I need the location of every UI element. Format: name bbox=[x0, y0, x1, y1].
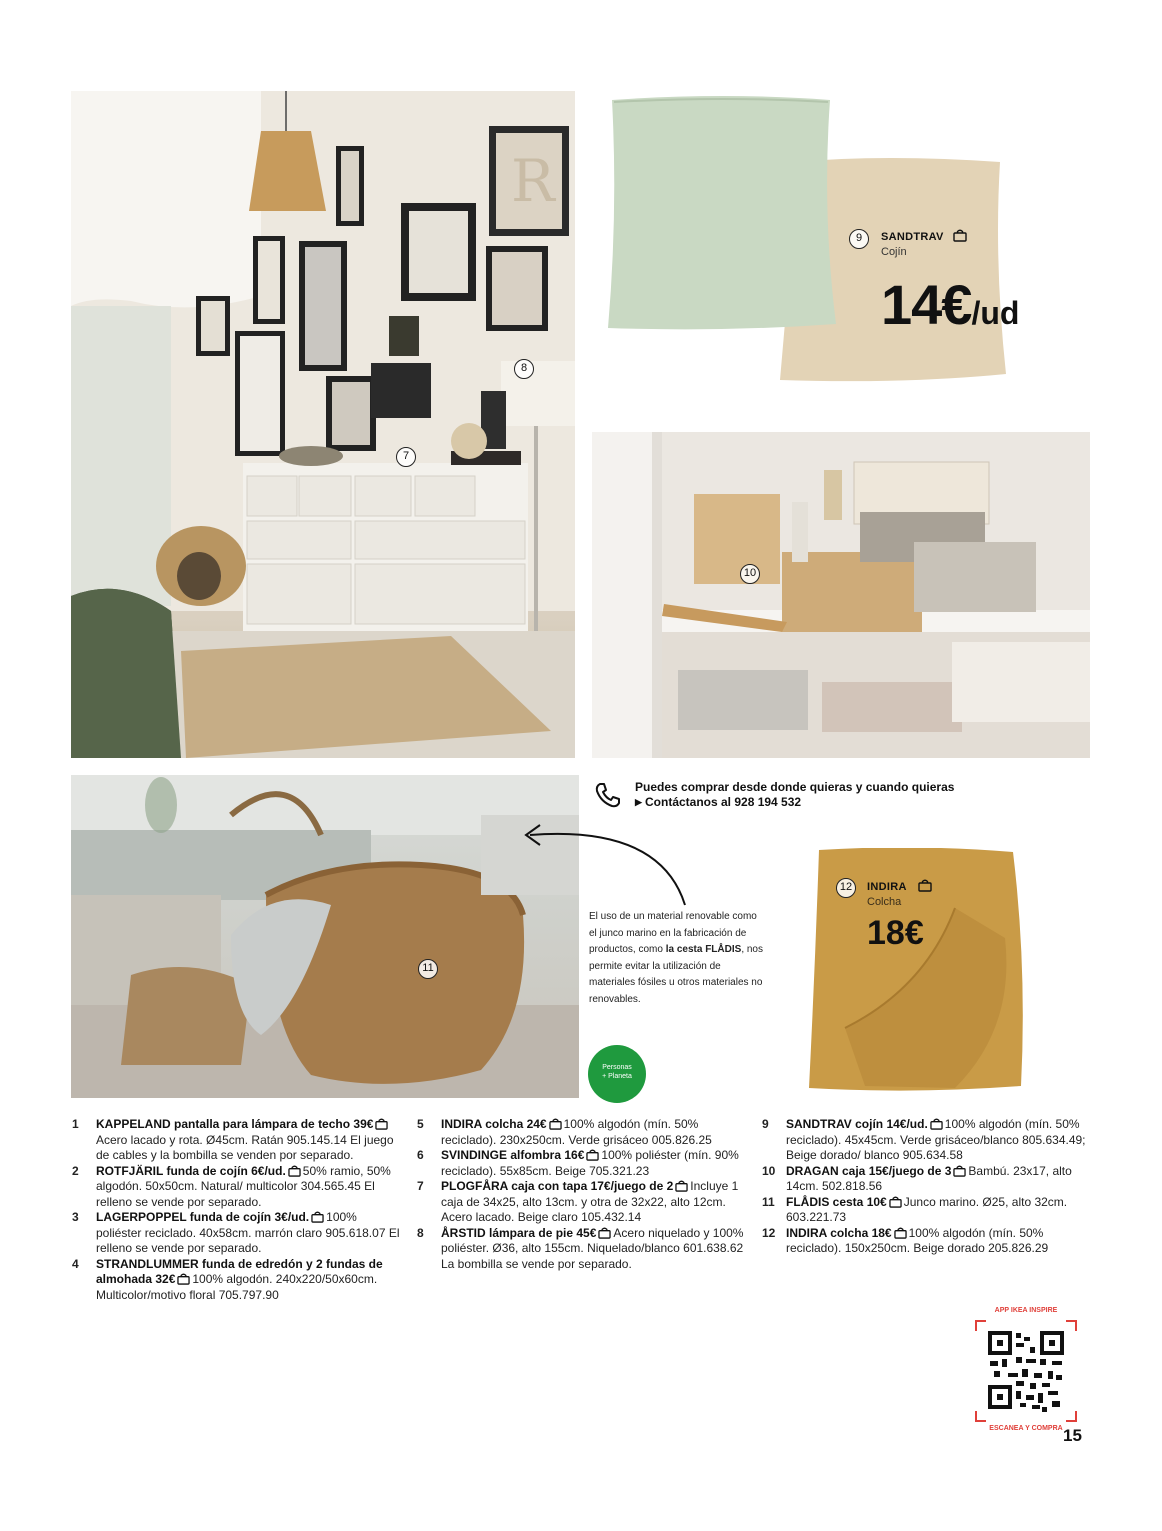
basket-photo bbox=[71, 775, 579, 1098]
product-number: 9 bbox=[762, 1117, 769, 1131]
product-number: 12 bbox=[762, 1225, 776, 1240]
bag-icon bbox=[953, 229, 967, 247]
qr-block bbox=[972, 1307, 1080, 1437]
product-number: 7 bbox=[417, 1179, 424, 1193]
product-description: 100% algodón. 240x220/50x60cm. Multicolor/motivo floral 705.797.90 bbox=[96, 1272, 378, 1302]
bag-icon bbox=[586, 1149, 599, 1161]
qr-top-label: APP IKEA INSPIRE bbox=[994, 1307, 1058, 1314]
tag-cushion-price-unit: /ud bbox=[971, 295, 1020, 331]
product-description: 100% poliéster (mín. 90% reciclado). 55x85cm. Beige 705.321.23 bbox=[441, 1148, 739, 1178]
bag-icon bbox=[177, 1273, 190, 1285]
photo-marker-10: 10 bbox=[740, 564, 760, 584]
product-description: Acero lacado y rota. Ø45cm. Ratán 905.145.14 El juego de cables y la bombilla se venden por separado. bbox=[96, 1132, 394, 1162]
tag-cushion-price bbox=[881, 272, 1019, 337]
info-text bbox=[589, 909, 767, 1008]
qr-code-icon[interactable] bbox=[972, 1317, 1080, 1425]
product-title: KAPPELAND pantalla para lámpara de techo 39€ bbox=[96, 1117, 374, 1131]
bag-icon bbox=[930, 1118, 943, 1130]
product-item-6 bbox=[417, 1148, 752, 1179]
product-item-7 bbox=[417, 1179, 752, 1226]
phone-icon bbox=[593, 780, 623, 815]
product-description: 100% poliéster reciclado. 40x58cm. marrón claro 905.618.07 El relleno se vende por separado. bbox=[96, 1210, 400, 1255]
badge-line-1: Personas bbox=[602, 1064, 632, 1071]
product-title: SANDTRAV cojín 14€/ud. bbox=[786, 1117, 928, 1131]
product-number: 1 bbox=[72, 1117, 79, 1131]
chevron-right-icon: ▶ bbox=[635, 797, 642, 807]
product-description: Bambú. 23x17, alto 14cm. 502.818.56 bbox=[786, 1163, 1072, 1193]
contact-line-1: Puedes comprar desde donde quieras y cuando quieras bbox=[635, 780, 955, 794]
qr-bottom-label: ESCANEA Y COMPRA bbox=[989, 1425, 1063, 1432]
tag-cushion-price-value: 14€ bbox=[881, 273, 972, 336]
product-number: 10 bbox=[762, 1163, 776, 1178]
product-number: 2 bbox=[72, 1163, 79, 1178]
product-number: 6 bbox=[417, 1148, 424, 1162]
product-number: 8 bbox=[417, 1225, 424, 1240]
product-item-5 bbox=[417, 1117, 752, 1148]
bag-icon bbox=[675, 1180, 688, 1192]
product-column-3 bbox=[762, 1117, 1097, 1257]
tag-cushion-name: SANDTRAV bbox=[881, 231, 944, 243]
bedroom-photo bbox=[71, 91, 575, 758]
product-column-2 bbox=[417, 1117, 752, 1272]
product-title: LAGERPOPPEL funda de cojín 3€/ud. bbox=[96, 1210, 310, 1224]
tag-blanket-number: 12 bbox=[836, 878, 856, 898]
tag-cushion-subtitle: Cojín bbox=[881, 246, 907, 258]
product-item-1 bbox=[72, 1117, 402, 1164]
product-number: 4 bbox=[72, 1256, 79, 1271]
product-title: STRANDLUMMER funda de edredón y 2 fundas de almohada 32€ bbox=[96, 1256, 383, 1286]
photo-marker-8: 8 bbox=[514, 359, 534, 379]
tag-blanket-name: INDIRA bbox=[867, 881, 907, 893]
bag-icon bbox=[953, 1165, 966, 1177]
people-planet-badge bbox=[588, 1045, 646, 1103]
product-description: Acero niquelado y 100% poliéster. Ø36, alto 155cm. Niquelado/blanco 601.638.62 La bombilla se vende por separado. bbox=[441, 1225, 744, 1271]
pointer-arrow-icon bbox=[510, 805, 700, 915]
product-description: 100% algodón (mín. 50% reciclado). 230x250cm. Verde grisáceo 005.826.25 bbox=[441, 1117, 712, 1147]
product-item-12 bbox=[762, 1226, 1097, 1257]
svg-text:R: R bbox=[511, 147, 555, 215]
product-description: Incluye 1 caja de 34x25, alto 13cm. y otra de 32x22, alto 12cm. Acero lacado. Beige claro 105.432.14 bbox=[441, 1179, 739, 1224]
tag-blanket-price: 18€ bbox=[867, 914, 924, 952]
product-description: 50% ramio, 50% algodón. 50x50cm. Natural/ multicolor 304.565.45 El relleno se vende por separado. bbox=[96, 1163, 391, 1209]
info-text-bold: la cesta FLÅDIS bbox=[665, 944, 742, 955]
product-number: 11 bbox=[762, 1194, 775, 1209]
product-item-3 bbox=[72, 1210, 402, 1257]
product-title: PLOGFÅRA caja con tapa 17€/juego de 2 bbox=[441, 1179, 674, 1193]
badge-line-2: + Planeta bbox=[602, 1073, 632, 1080]
contact-line-2-wrap bbox=[635, 795, 954, 810]
product-item-10 bbox=[762, 1164, 1097, 1195]
product-item-4 bbox=[72, 1257, 402, 1304]
product-column-1 bbox=[72, 1117, 402, 1303]
contact-phone-link[interactable]: Contáctanos al 928 194 532 bbox=[645, 795, 802, 809]
photo-marker-7: 7 bbox=[396, 447, 416, 467]
info-text-after: , nos permite evitar la utilización de materiales fósiles u otros materiales no renovables. bbox=[589, 944, 763, 1005]
product-title: ROTFJÄRIL funda de cojín 6€/ud. bbox=[96, 1163, 286, 1178]
product-item-11 bbox=[762, 1195, 1097, 1226]
contact-block bbox=[635, 780, 954, 810]
product-number: 3 bbox=[72, 1210, 79, 1224]
shelf-photo bbox=[592, 432, 1090, 758]
bag-icon bbox=[375, 1118, 388, 1130]
page-number: 15 bbox=[1063, 1426, 1082, 1445]
product-title: FLÅDIS cesta 10€ bbox=[786, 1194, 887, 1209]
product-title: INDIRA colcha 24€ bbox=[441, 1117, 547, 1131]
cushion-product-image bbox=[604, 92, 1094, 392]
bag-icon bbox=[894, 1227, 907, 1239]
bag-icon bbox=[311, 1211, 324, 1223]
product-item-9 bbox=[762, 1117, 1097, 1164]
product-title: DRAGAN caja 15€/juego de 3 bbox=[786, 1163, 952, 1178]
photo-marker-11: 11 bbox=[418, 959, 438, 979]
product-description: 100% algodón (mín. 50% reciclado). 45x45cm. Verde grisáceo/blanco 805.634.49; Beige dorado/ blanco 905.634.58 bbox=[786, 1117, 1086, 1162]
product-title: INDIRA colcha 18€ bbox=[786, 1225, 892, 1240]
bag-icon bbox=[889, 1196, 902, 1208]
product-title: ÅRSTID lámpara de pie 45€ bbox=[441, 1225, 597, 1240]
product-item-2 bbox=[72, 1164, 402, 1211]
bag-icon bbox=[549, 1118, 562, 1130]
tag-cushion-number: 9 bbox=[849, 229, 869, 249]
bag-icon bbox=[598, 1227, 611, 1239]
product-title: SVINDINGE alfombra 16€ bbox=[441, 1148, 585, 1162]
blanket-product-image bbox=[805, 848, 1030, 1093]
bag-icon bbox=[288, 1165, 301, 1177]
product-description: 100% algodón (mín. 50% reciclado). 150x250cm. Beige dorado 205.826.29 bbox=[786, 1225, 1049, 1255]
product-item-8 bbox=[417, 1226, 752, 1273]
product-number: 5 bbox=[417, 1117, 424, 1131]
product-description: Junco marino. Ø25, alto 32cm. 603.221.73 bbox=[786, 1194, 1068, 1224]
tag-blanket-subtitle: Colcha bbox=[867, 896, 902, 908]
bag-icon bbox=[918, 879, 932, 897]
info-text-before: El uso de un material renovable como el junco marino en la fabricación de productos, como bbox=[589, 911, 757, 955]
